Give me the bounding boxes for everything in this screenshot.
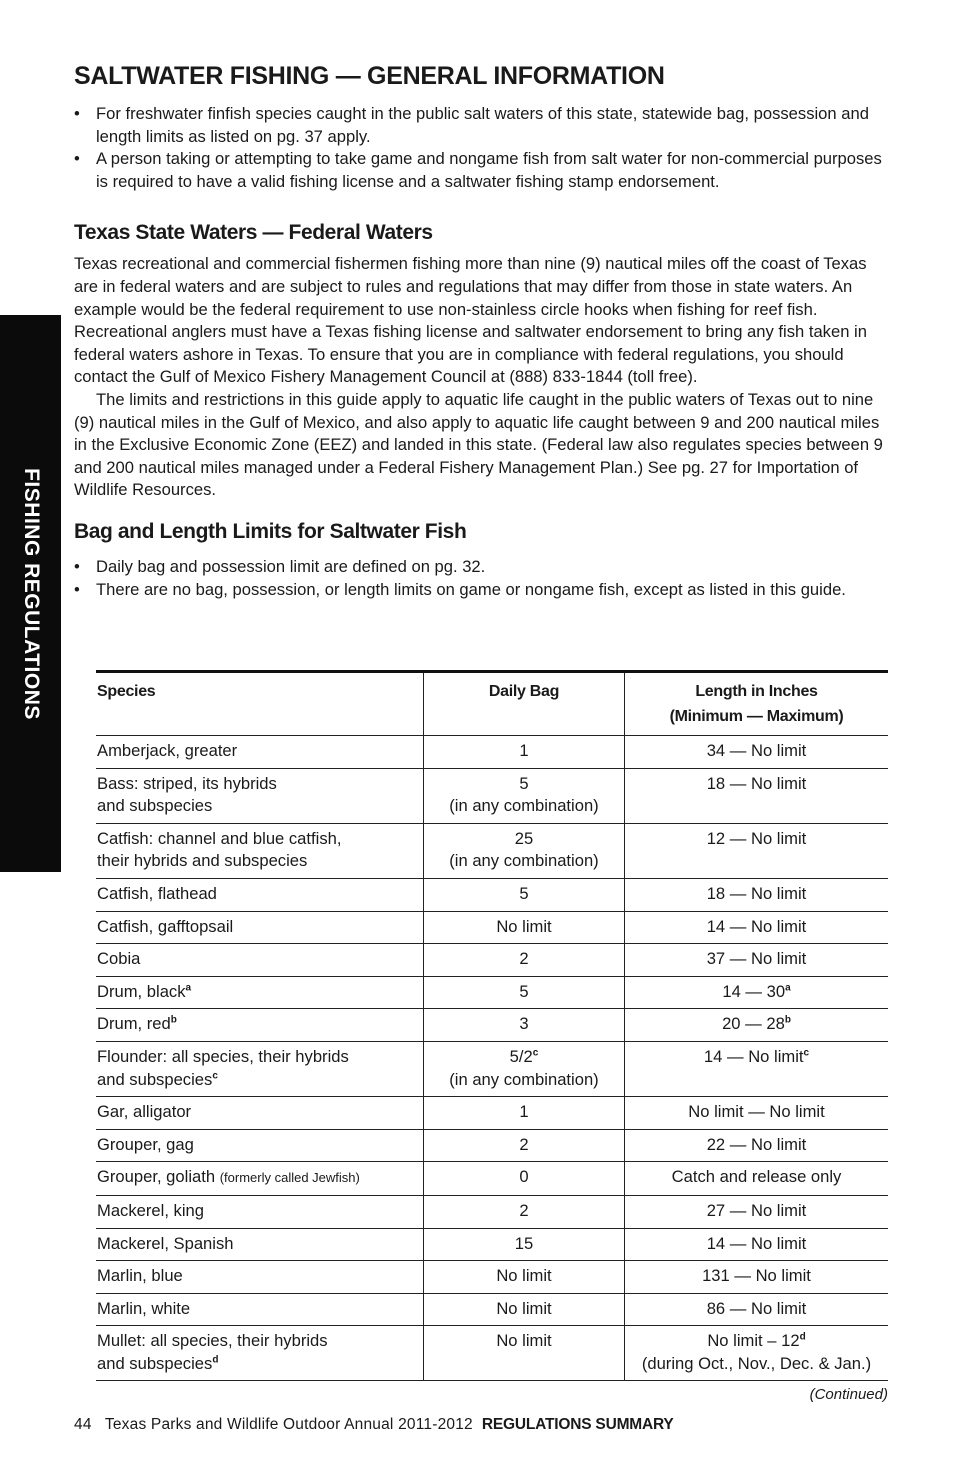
daily-bag-value — [424, 916, 624, 939]
page-content — [74, 62, 888, 601]
species-name — [97, 740, 423, 763]
species-cell — [96, 1129, 424, 1162]
bullet-icon: • — [74, 104, 80, 123]
bag-limits-bullet-list — [74, 556, 888, 601]
bag-limits-bullet-text: There are no bag, possession, or length limits on game or nongame fish, except as listed in this guide. — [96, 579, 846, 599]
bag-limits-section — [74, 520, 888, 601]
table-body — [96, 736, 888, 1381]
daily-bag-value-text: 5 — [519, 773, 529, 793]
length-header-line-1: Length in Inches — [695, 683, 818, 700]
bag-limits-bullet — [74, 556, 888, 579]
bullet-icon: • — [74, 556, 80, 576]
species-name — [97, 981, 423, 1004]
species-name-continued — [97, 1353, 423, 1376]
length-cell — [625, 768, 889, 823]
federal-waters-paragraph-2: The limits and restrictions in this guide apply to aquatic life caught in the public waters of Texas out to nine (9) nautical miles in the Gulf of Mexico, and also apply to aquatic life caught between 9 and 200 nautical miles in the Exclusive Economic Zone (EEZ) and landed in this state. (Federal law also regulates species between 9 and 200 nautical miles managed under a Federal Fishery Management Plan.) See pg. 27 for Importation of Wildlife Resources. — [74, 389, 883, 500]
table-row — [96, 1261, 888, 1294]
bullet-icon: • — [74, 149, 80, 169]
footnote-marker: d — [212, 1354, 219, 1366]
species-name — [97, 1166, 423, 1190]
footnote-marker: b — [784, 1014, 791, 1026]
length-cell — [625, 976, 889, 1009]
species-name — [97, 883, 423, 906]
species-name — [97, 1330, 423, 1353]
table-row — [96, 1009, 888, 1042]
species-name-continued-text: their hybrids and subspecies — [97, 851, 308, 871]
intro-bullet — [74, 148, 888, 193]
daily-bag-value-text: 3 — [519, 1014, 529, 1034]
bag-limits-heading: Bag and Length Limits for Saltwater Fish — [74, 519, 467, 543]
length-value-text: 34 — No limit — [706, 741, 807, 760]
daily-bag-value — [424, 981, 624, 1004]
length-value-text: 20 — 28 — [722, 1014, 785, 1034]
daily-bag-cell — [424, 1162, 625, 1196]
length-value-text: No limit — No limit — [688, 1102, 825, 1122]
length-value — [625, 916, 888, 939]
footer-section: REGULATIONS SUMMARY — [481, 1416, 674, 1433]
daily-bag-value-text: No limit — [496, 1266, 552, 1286]
intro-bullet-list — [74, 103, 888, 193]
species-cell — [96, 878, 424, 911]
length-value-text: 86 — No limit — [706, 1298, 807, 1318]
daily-bag-value — [424, 1330, 624, 1353]
daily-bag-cell — [424, 1009, 625, 1042]
species-name — [97, 828, 423, 851]
species-cell — [96, 911, 424, 944]
species-name-text: Marlin, blue — [97, 1266, 183, 1286]
footnote-marker: c — [212, 1070, 218, 1081]
length-note — [625, 1353, 888, 1376]
species-column-header: Species — [96, 672, 424, 736]
species-name-text: Drum, red — [97, 1014, 171, 1034]
daily-bag-note — [424, 1069, 624, 1092]
species-cell — [96, 768, 424, 823]
length-value-text: 18 — No limit — [706, 773, 807, 793]
daily-bag-value-text: 15 — [514, 1233, 534, 1253]
length-value — [625, 948, 888, 971]
footnote-marker: a — [185, 982, 192, 994]
species-name — [97, 1298, 423, 1321]
length-value — [625, 1134, 888, 1157]
species-name-continued-text: and subspecies — [97, 1353, 213, 1373]
table-row — [96, 878, 888, 911]
bullet-icon: • — [74, 579, 80, 599]
species-cell — [96, 1261, 424, 1294]
table-row — [96, 823, 888, 878]
length-cell — [625, 1041, 889, 1096]
length-value — [625, 1013, 888, 1036]
footer-publication: Texas Parks and Wildlife Outdoor Annual 2011-2012 — [104, 1416, 473, 1433]
daily-bag-value — [424, 948, 624, 971]
table-row — [96, 911, 888, 944]
length-value — [625, 1200, 888, 1223]
species-name-text: Marlin, white — [97, 1298, 191, 1318]
table-row — [96, 1326, 888, 1381]
footnote-marker: d — [799, 1331, 806, 1343]
bag-limits-bullet — [74, 579, 888, 602]
daily-bag-value — [424, 1134, 624, 1157]
daily-bag-value — [424, 1013, 624, 1036]
table-row — [96, 1097, 888, 1130]
length-value-text: 14 — 30 — [722, 981, 786, 1001]
page-footer — [74, 1416, 674, 1434]
length-cell — [625, 823, 889, 878]
daily-bag-value — [424, 1101, 624, 1124]
daily-bag-value-text: 2 — [519, 949, 529, 969]
length-value — [625, 740, 888, 763]
length-cell — [625, 1228, 889, 1261]
length-cell — [625, 1326, 889, 1381]
length-value-text: 14 — No limit — [706, 1233, 807, 1253]
length-value-text: Catch and release only — [671, 1167, 842, 1187]
page-number: 44 — [74, 1416, 92, 1433]
species-cell — [96, 1009, 424, 1042]
daily-bag-value — [424, 1166, 624, 1189]
daily-bag-cell — [424, 768, 625, 823]
species-name-text: Gar, alligator — [97, 1102, 192, 1122]
daily-bag-value-text: 2 — [519, 1134, 529, 1154]
daily-bag-value-text: 5 — [519, 981, 529, 1001]
length-cell — [625, 1009, 889, 1042]
species-name-continued-text: and subspecies — [97, 1069, 213, 1089]
footnote-marker: c — [803, 1047, 810, 1059]
length-value — [625, 1046, 888, 1069]
daily-bag-value-text: 1 — [519, 741, 529, 760]
daily-bag-note — [424, 795, 624, 818]
length-value-text: 14 — No limit — [703, 1046, 804, 1066]
length-note-text: (during Oct., Nov., Dec. & Jan.) — [641, 1353, 872, 1373]
species-name — [97, 1101, 423, 1124]
length-cell — [625, 1195, 889, 1228]
table-row — [96, 1041, 888, 1096]
species-cell — [96, 823, 424, 878]
species-name-continued — [97, 795, 423, 818]
species-cell — [96, 944, 424, 977]
species-name — [97, 1046, 423, 1069]
daily-bag-value — [424, 773, 624, 796]
side-tab-label: FISHING REGULATIONS — [19, 467, 43, 720]
daily-bag-value-text: 25 — [514, 828, 534, 848]
length-value — [625, 1166, 888, 1189]
length-cell — [625, 911, 889, 944]
daily-bag-value-text: 5 — [519, 883, 529, 903]
length-value-text: 14 — No limit — [706, 916, 807, 936]
length-value — [625, 883, 888, 906]
table-row — [96, 736, 888, 769]
table-row — [96, 1228, 888, 1261]
species-name-continued-text: and subspecies — [97, 796, 213, 816]
length-cell — [625, 878, 889, 911]
daily-bag-value — [424, 883, 624, 906]
table-header-row — [96, 672, 888, 736]
federal-waters-heading: Texas State Waters — Federal Waters — [74, 221, 433, 245]
species-cell — [96, 976, 424, 1009]
species-name-text: Bass: striped, its hybrids — [97, 773, 277, 793]
page-title: SALTWATER FISHING — GENERAL INFORMATION — [74, 62, 665, 90]
footnote-marker: b — [170, 1014, 177, 1026]
daily-bag-value — [424, 1200, 624, 1223]
length-cell — [625, 1162, 889, 1196]
length-value-text: No limit – 12 — [707, 1331, 800, 1351]
length-cell — [625, 1097, 889, 1130]
daily-bag-value — [424, 1265, 624, 1288]
table-row — [96, 1293, 888, 1326]
daily-bag-value-text: No limit — [496, 1331, 552, 1351]
daily-bag-cell — [424, 736, 625, 769]
species-name — [97, 1134, 423, 1157]
bag-limits-bullet-text: Daily bag and possession limit are defined on pg. 32. — [96, 556, 486, 576]
species-name-text: Grouper, gag — [97, 1134, 194, 1154]
daily-bag-cell — [424, 1041, 625, 1096]
species-name — [97, 1200, 423, 1223]
daily-bag-cell — [424, 944, 625, 977]
species-name-text: Mullet: all species, their hybrids — [97, 1331, 328, 1351]
daily-bag-value-text: 2 — [519, 1200, 529, 1220]
daily-bag-note — [424, 850, 624, 873]
species-name-text: Flounder: all species, their hybrids — [97, 1046, 349, 1066]
length-cell — [625, 1129, 889, 1162]
daily-bag-cell — [424, 1228, 625, 1261]
length-cell — [625, 944, 889, 977]
species-cell — [96, 1195, 424, 1228]
saltwater-limits-table — [96, 670, 888, 1381]
daily-bag-note-text: (in any combination) — [449, 1069, 599, 1089]
daily-bag-cell — [424, 1129, 625, 1162]
species-name-text: Amberjack, greater — [97, 741, 238, 760]
length-value — [625, 1298, 888, 1321]
length-value — [625, 1233, 888, 1256]
intro-bullet-text: A person taking or attempting to take game and nongame fish from salt water for non-commercial purposes is required to have a valid fishing license and a saltwater fishing stamp endorsement. — [96, 149, 882, 191]
length-value — [625, 1265, 888, 1288]
daily-bag-cell — [424, 1293, 625, 1326]
daily-bag-value-text: 0 — [519, 1167, 529, 1187]
footnote-marker: c — [532, 1047, 539, 1059]
table-row — [96, 944, 888, 977]
species-name — [97, 1013, 423, 1036]
species-name — [97, 773, 423, 796]
species-name-text: Catfish, flathead — [97, 883, 217, 903]
length-value-text: 27 — No limit — [706, 1200, 807, 1220]
daily-bag-value-text: No limit — [496, 916, 552, 936]
daily-bag-note-text: (in any combination) — [449, 851, 599, 871]
table-row — [96, 976, 888, 1009]
length-value — [625, 1330, 888, 1353]
length-value — [625, 981, 888, 1004]
daily-bag-cell — [424, 1097, 625, 1130]
species-name-continued — [97, 1069, 423, 1092]
species-name-text: Grouper, goliath — [97, 1167, 216, 1187]
length-value-text: 22 — No limit — [706, 1134, 807, 1154]
daily-bag-cell — [424, 878, 625, 911]
species-cell — [96, 1041, 424, 1096]
species-name-text: Catfish, gafftopsail — [97, 916, 234, 936]
length-cell — [625, 1293, 889, 1326]
daily-bag-value — [424, 740, 624, 763]
continued-note: (Continued) — [809, 1386, 888, 1403]
species-cell — [96, 736, 424, 769]
species-name — [97, 1265, 423, 1288]
length-value-text: 12 — No limit — [706, 828, 807, 848]
species-cell — [96, 1293, 424, 1326]
daily-bag-cell — [424, 1326, 625, 1381]
daily-bag-cell — [424, 911, 625, 944]
daily-bag-note-text: (in any combination) — [449, 796, 599, 816]
species-name-note: (formerly called Jewfish) — [219, 1170, 360, 1186]
length-value-text: 131 — No limit — [702, 1266, 811, 1286]
daily-bag-value — [424, 1046, 624, 1069]
daily-bag-cell — [424, 1261, 625, 1294]
species-cell — [96, 1326, 424, 1381]
daily-bag-value — [424, 1298, 624, 1321]
species-cell — [96, 1228, 424, 1261]
table-row — [96, 1195, 888, 1228]
daily-bag-cell — [424, 1195, 625, 1228]
species-name-text: Cobia — [97, 949, 141, 969]
length-value — [625, 828, 888, 851]
species-cell — [96, 1097, 424, 1130]
table-row — [96, 1129, 888, 1162]
footnote-marker: a — [785, 982, 791, 994]
intro-bullet — [74, 103, 888, 148]
federal-waters-paragraph-1: Texas recreational and commercial fishermen fishing more than nine (9) nautical miles off the coast of Texas are in federal waters and are subject to rules and regulations that may differ from those in state waters. An example would be the federal requirement to use non-stainless circle hooks when fishing for reef fish. Recreational anglers must have a Texas fishing license and saltwater endorsement to bring any fish taken in federal waters ashore in Texas. To ensure that you are in compliance with federal regulations, you should contact the Gulf of Mexico Fishery Management Council at (888) 833-1844 (toll free). — [74, 254, 867, 387]
daily-bag-value — [424, 828, 624, 851]
species-name — [97, 916, 423, 939]
daily-bag-cell — [424, 976, 625, 1009]
species-name-text: Drum, black — [97, 981, 186, 1001]
species-name-text: Catfish: channel and blue catfish, — [97, 828, 342, 848]
length-value-text: 37 — No limit — [706, 949, 807, 969]
intro-bullet-text: For freshwater finfish species caught in the public salt waters of this state, statewide bag, possession and length limits as listed on pg. 37 apply. — [96, 104, 869, 146]
length-value-text: 18 — No limit — [706, 883, 807, 903]
species-name-text: Mackerel, Spanish — [97, 1233, 234, 1253]
daily-bag-value-text: No limit — [496, 1298, 552, 1318]
species-name-continued — [97, 850, 423, 873]
length-column-header — [625, 672, 889, 736]
daily-bag-value-text: 5/2 — [509, 1046, 533, 1066]
daily-bag-column-header: Daily Bag — [424, 672, 625, 736]
section-side-tab — [0, 315, 61, 872]
daily-bag-value — [424, 1233, 624, 1256]
length-cell — [625, 736, 889, 769]
federal-waters-section — [74, 221, 888, 502]
length-header-line-2: (Minimum — Maximum) — [669, 708, 844, 725]
length-value — [625, 773, 888, 796]
length-cell — [625, 1261, 889, 1294]
daily-bag-cell — [424, 823, 625, 878]
species-cell — [96, 1162, 424, 1196]
species-name — [97, 948, 423, 971]
species-name-text: Mackerel, king — [97, 1200, 204, 1220]
table-row — [96, 1162, 888, 1196]
table-row — [96, 768, 888, 823]
species-name — [97, 1233, 423, 1256]
length-value — [625, 1101, 888, 1124]
daily-bag-value-text: 1 — [519, 1102, 529, 1122]
